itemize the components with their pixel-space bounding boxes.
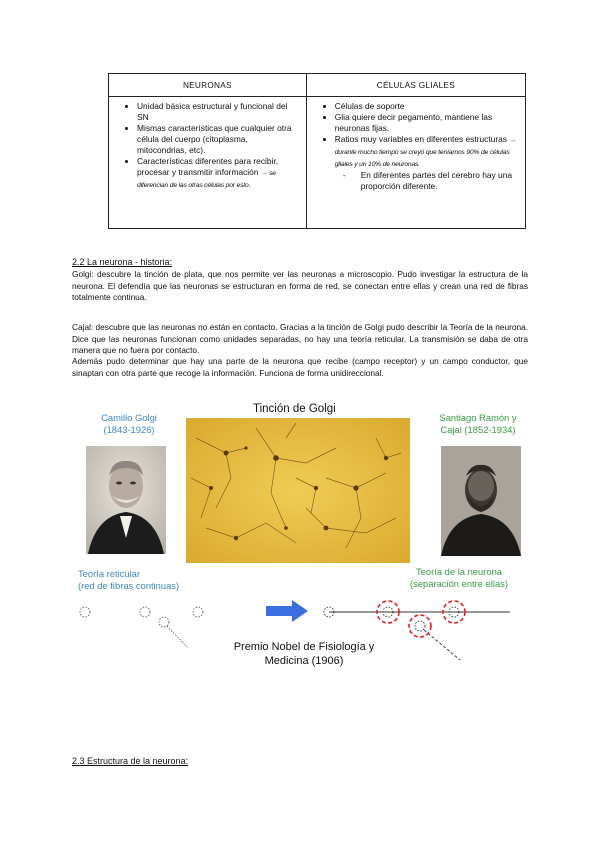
gliales-item: • Ratios muy variables en diferentes estructuras → durante mucho tiempo se creyó que teníamos 90% de células gliales y un 10% de neuronas. - En diferentes partes del cerebro hay una proporción diferente. bbox=[335, 134, 519, 192]
neuronas-item: • Mismas características que cualquier otra célula del cuerpo (citoplasma, mitocondrias, etc). bbox=[137, 123, 300, 156]
cajal-caption: Santiago Ramón y Cajal (1852-1934) bbox=[439, 412, 517, 435]
section-title-estructura: 2.3 Estructura de la neurona: bbox=[72, 756, 189, 766]
header-celulas-gliales: CÉLULAS GLIALES bbox=[306, 74, 525, 97]
golgi-stain-image bbox=[186, 418, 410, 563]
reticular-fiber bbox=[167, 626, 188, 648]
gliales-item: • Células de soporte bbox=[335, 101, 519, 112]
stain-title: Tinción de Golgi bbox=[253, 403, 336, 415]
nobel-caption: Premio Nobel de Fisiología y Medicina (1906) bbox=[233, 641, 375, 667]
neuronas-item: • Unidad básica estructural y funcional del SN bbox=[137, 101, 300, 123]
cajal-paragraph-2: Además pudo determinar que hay una parte de la neurona que recibe (campo receptor) y un campo conductor, que sinaptan con otra parte que recoge la información. Funciona de forma unidireccional. bbox=[72, 356, 528, 378]
gliales-note: → durante mucho tiempo se creyó que teníamos 90% de células gliales y un 10% de neuronas. bbox=[334, 137, 516, 168]
neuronas-note: → se diferencian de las otras células por esto. bbox=[137, 170, 276, 189]
cajal-portrait bbox=[441, 446, 521, 556]
gliales-subitem: - En diferentes partes del cerebro hay una proporción diferente. bbox=[361, 170, 519, 192]
cajal-paragraph: Cajal: descubre que las neuronas no están en contacto. Gracias a la tinción de Golgi pudo describir la Teoría de la neurona. Dice que las neuronas funcionan como unidades separadas, no hay una teoría reticular. La transmisión se daba de otra manera que no fuera por contacto. bbox=[72, 322, 528, 355]
header-neuronas: NEURONAS bbox=[109, 74, 307, 97]
comparison-table bbox=[108, 73, 526, 229]
golgi-caption: Camillo Golgi (1843-1926) bbox=[101, 412, 157, 435]
golgi-portrait bbox=[86, 446, 166, 554]
neuron-fiber bbox=[424, 630, 460, 660]
reticular-cell bbox=[159, 617, 169, 627]
synapse-highlight bbox=[409, 615, 431, 637]
neuronas-item: • Características diferentes para recibir, procesar y transmitir información → se diferencian de las otras células por esto. bbox=[137, 156, 300, 191]
section-title-historia: 2.2 La neurona - historia: bbox=[72, 257, 173, 267]
reticular-cell bbox=[80, 607, 90, 617]
reticular-cell bbox=[140, 607, 150, 617]
neuronas-cell bbox=[109, 97, 307, 229]
gliales-item: • Glia quiere decir pegamento, mantiene las neuronas fijas. bbox=[335, 112, 519, 134]
blue-arrow bbox=[266, 600, 308, 622]
golgi-paragraph: Golgi: descubre la tinción de plata, que nos permite ver las neuronas a microscopio. Pudo investigar la estructura de la neurona. El defendía que las neuronas se estructuran en forma de red, se conectan entre ellas y crean una red de fibras totalmente continua. bbox=[72, 269, 528, 302]
neuron-theory-caption: Teoría de la neurona (separación entre ellas) bbox=[410, 566, 508, 589]
gliales-cell bbox=[306, 97, 525, 229]
reticular-theory-caption: Teoría reticular (red de fibras continuas) bbox=[78, 568, 180, 591]
reticular-cell bbox=[193, 607, 203, 617]
neuron-cell bbox=[415, 621, 425, 631]
